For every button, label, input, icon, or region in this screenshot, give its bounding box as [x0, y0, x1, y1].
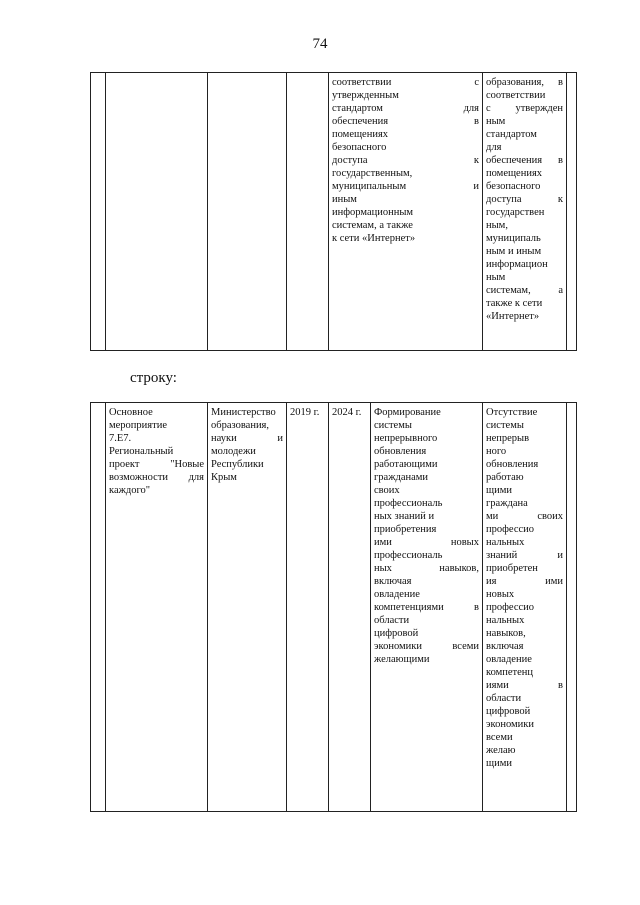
cell-empty: [91, 73, 106, 351]
cell-word: к: [473, 155, 479, 166]
cell-line: помещениях: [332, 129, 389, 140]
cell-empty: [567, 73, 577, 351]
cell-line: ным: [486, 116, 506, 127]
cell-word: с: [486, 103, 491, 114]
cell-word: обеспечения: [332, 116, 389, 127]
cell-line: безопасного: [332, 142, 387, 153]
cell-result: [483, 403, 567, 812]
cell-line: информационным: [332, 207, 414, 218]
cell-word: а: [558, 285, 563, 296]
cell-line: ных знаний и: [374, 511, 435, 522]
cell-line: граждана: [486, 498, 528, 509]
table-row: [91, 73, 577, 351]
cell-line: системы: [486, 420, 524, 431]
cell-line: для: [486, 142, 502, 153]
cell-line: ным: [486, 272, 506, 283]
cell-line: Министерство: [211, 407, 276, 418]
page-number: 74: [312, 36, 328, 52]
cell-line: щими: [486, 758, 512, 769]
cell-line: [486, 76, 563, 89]
cell-line: щими: [486, 485, 512, 496]
cell-line: желаю: [486, 745, 516, 756]
cell-line: 7.Е7.: [109, 433, 132, 444]
cell-line: желающими: [374, 654, 430, 665]
cell-line: иным: [332, 194, 357, 205]
cell-line: [486, 575, 563, 588]
cell-line: обновления: [486, 459, 539, 470]
cell-word: системам,: [486, 285, 531, 296]
cell-word: экономики: [374, 641, 422, 652]
cell-word: новых: [450, 537, 479, 548]
cell-end-year: 2024 г.: [329, 403, 371, 812]
cell-word: обеспечения: [486, 155, 543, 166]
cell-empty: [567, 403, 577, 812]
cell-word: навыков,: [439, 563, 479, 574]
cell-word: ими: [374, 537, 392, 548]
cell-line: ным и иным: [486, 246, 542, 257]
cell-line: мероприятие: [109, 420, 167, 431]
cell-word: и: [473, 181, 479, 192]
cell-word: соответствии: [332, 77, 392, 88]
cell-description: [329, 73, 483, 351]
cell-line: также к сети: [486, 298, 543, 309]
cell-line: [486, 193, 563, 206]
cell-line: гражданами: [374, 472, 429, 483]
cell-line: [332, 115, 479, 128]
cell-word: ми: [486, 511, 499, 522]
cell-line: области: [486, 693, 522, 704]
cell-word: в: [558, 155, 563, 166]
cell-line: государствен: [486, 207, 545, 218]
section-label: строку:: [130, 370, 177, 386]
cell-line: системам, а также: [332, 220, 413, 231]
cell-line: своих: [374, 485, 400, 496]
cell-word: возможности: [109, 472, 169, 483]
cell-line: цифровой: [374, 628, 419, 639]
cell-line: профессио: [486, 602, 535, 613]
cell-word: для: [188, 472, 204, 483]
cell-line: Крым: [211, 472, 237, 483]
cell-word: науки: [211, 433, 237, 444]
cell-line: [486, 510, 563, 523]
cell-line: непрерывного: [374, 433, 438, 444]
cell-line: [486, 102, 563, 115]
cell-word: своих: [537, 511, 563, 522]
cell-line: компетенц: [486, 667, 534, 678]
cell-word: с: [474, 77, 479, 88]
cell-activity: [106, 403, 208, 812]
cell-line: информацион: [486, 259, 548, 270]
table-row: [91, 403, 577, 812]
cell-line: [486, 284, 563, 297]
cell-line: [374, 640, 479, 653]
cell-line: Региональный: [109, 446, 174, 457]
cell-line: системы: [374, 420, 412, 431]
cell-empty: [91, 403, 106, 812]
cell-line: профессиональ: [374, 498, 443, 509]
cell-line: [109, 458, 204, 471]
cell-line: работаю: [486, 472, 524, 483]
cell-line: [374, 536, 479, 549]
cell-word: проект: [109, 459, 140, 470]
cell-word: доступа: [486, 194, 522, 205]
cell-word: и: [277, 433, 283, 444]
table-top: [90, 72, 577, 351]
cell-line: области: [374, 615, 410, 626]
table-bottom: [90, 402, 577, 812]
cell-line: Основное: [109, 407, 153, 418]
cell-word: стандартом: [332, 103, 383, 114]
cell-line: непрерыв: [486, 433, 530, 444]
cell-line: цифровой: [486, 706, 531, 717]
cell-line: овладение: [374, 589, 420, 600]
cell-line: приобретен: [486, 563, 538, 574]
cell-line: Отсутствие: [486, 407, 538, 418]
cell-word: знаний: [486, 550, 518, 561]
cell-line: работающими: [374, 459, 438, 470]
cell-empty: [287, 73, 329, 351]
cell-word: ия: [486, 576, 497, 587]
cell-line: [332, 154, 479, 167]
cell-line: молодежи: [211, 446, 256, 457]
cell-word: в: [474, 602, 479, 613]
cell-line: всеми: [486, 732, 513, 743]
cell-word: в: [474, 116, 479, 127]
cell-line: [374, 562, 479, 575]
cell-line: ным,: [486, 220, 508, 231]
cell-executor: [208, 403, 287, 812]
cell-line: [374, 601, 479, 614]
cell-word: образования,: [486, 77, 545, 88]
cell-line: соответствии: [486, 90, 546, 101]
cell-start-year: 2019 г.: [287, 403, 329, 812]
cell-line: [486, 549, 563, 562]
cell-line: помещениях: [486, 168, 543, 179]
cell-line: [486, 154, 563, 167]
cell-word: в: [558, 77, 563, 88]
cell-word: всеми: [452, 641, 479, 652]
cell-word: муниципальным: [332, 181, 407, 192]
cell-word: "Новые: [170, 459, 204, 470]
cell-line: «Интернет»: [486, 311, 540, 322]
cell-word: ими: [545, 576, 563, 587]
cell-line: нальных: [486, 537, 525, 548]
cell-word: для: [463, 103, 479, 114]
cell-line: безопасного: [486, 181, 541, 192]
cell-line: [332, 180, 479, 193]
cell-line: [486, 679, 563, 692]
cell-line: государственным,: [332, 168, 413, 179]
cell-empty: [208, 73, 287, 351]
cell-result: [483, 73, 567, 351]
cell-line: [332, 102, 479, 115]
cell-line: включая: [374, 576, 412, 587]
cell-line: стандартом: [486, 129, 537, 140]
cell-line: приобретения: [374, 524, 437, 535]
cell-word: иями: [486, 680, 509, 691]
cell-line: ного: [486, 446, 507, 457]
cell-line: навыков,: [486, 628, 526, 639]
cell-line: к сети «Интернет»: [332, 233, 416, 244]
cell-line: утвержденным: [332, 90, 399, 101]
cell-word: ных: [374, 563, 392, 574]
cell-line: экономики: [486, 719, 534, 730]
cell-word: доступа: [332, 155, 368, 166]
cell-description: [371, 403, 483, 812]
cell-line: [109, 471, 204, 484]
cell-line: [332, 76, 479, 89]
cell-word: компетенциями: [374, 602, 444, 613]
cell-line: включая: [486, 641, 524, 652]
cell-word: к: [557, 194, 563, 205]
cell-line: Республики: [211, 459, 264, 470]
cell-line: новых: [486, 589, 515, 600]
cell-line: образования,: [211, 420, 270, 431]
cell-word: и: [557, 550, 563, 561]
cell-line: Формирование: [374, 407, 441, 418]
cell-line: профессиональ: [374, 550, 443, 561]
cell-line: муниципаль: [486, 233, 541, 244]
cell-line: каждого": [109, 485, 151, 496]
cell-empty: [106, 73, 208, 351]
cell-line: нальных: [486, 615, 525, 626]
cell-word: в: [558, 680, 563, 691]
cell-line: профессио: [486, 524, 535, 535]
cell-line: овладение: [486, 654, 532, 665]
cell-line: [211, 432, 283, 445]
cell-line: обновления: [374, 446, 427, 457]
cell-word: утвержден: [515, 103, 563, 114]
